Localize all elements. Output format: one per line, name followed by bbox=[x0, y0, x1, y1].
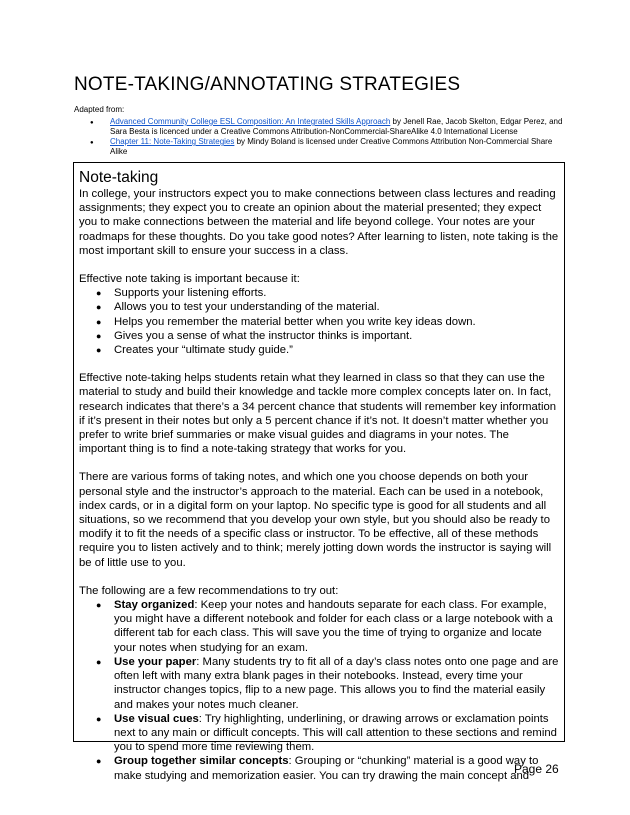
list-item: ● Supports your listening efforts. bbox=[114, 286, 559, 300]
intro-paragraph: In college, your instructors expect you to make connections between class lectures and reading assignments; they expect you to create an opinion about the material presented; they expect you to make connections between the material and life beyond college. Your notes are your roadmaps for these thoughts. Do you take good notes? After learning to listen, note taking is the most important skill to ensure your success in a class. bbox=[79, 188, 559, 257]
attribution-label: Adapted from: bbox=[74, 105, 125, 114]
description: : Try highlighting, underlining, or drawing arrows or exclamation points next to any main or difficult concepts. This will call attention to these sections and remind you to spend more time reviewing them. bbox=[114, 712, 557, 754]
list-item bbox=[114, 655, 559, 712]
source-link[interactable]: Advanced Community College ESL Composition: An Integrated Skills Approach bbox=[110, 117, 391, 126]
source-link[interactable]: Chapter 11: Note-Taking Strategies bbox=[110, 137, 235, 146]
because-lead: Effective note taking is important because it: bbox=[79, 273, 300, 286]
list-item: ● Creates your “ultimate study guide.” bbox=[114, 343, 559, 357]
description: : Many students try to fit all of a day’s class notes onto one page and are often left with many extra blank pages in their notebooks. Instead, every time your instructor changes topics, flip to a new page. This allows you to find the material easily and makes your notes much cleaner. bbox=[114, 655, 559, 711]
source-credit: by Mindy Boland is licensed under Creative Commons Attribution Non-Commercial Share Alike bbox=[110, 137, 553, 156]
description: : Keep your notes and handouts separate for each class. For example, you might have a different notebook and folder for each class or a large notebook with a different tab for each class. This will save you the time of trying to organize and locate your notes when studying for an exam. bbox=[114, 599, 553, 654]
paragraph: Effective note-taking helps students retain what they learned in class so that they can use the material to study and build their knowledge and tackle more complex concepts later on. In fact, research indicates that there’s a 34 percent chance that students will remember key information if it’s present in their notes but only a 5 percent chance if it’s not. It doesn’t matter whether you prefer to write brief summaries or make visual guides and diagrams in your notes. The important thing is to find a note-taking strategy that works for you. bbox=[79, 372, 557, 456]
list-item: ● Gives you a sense of what the instructor thinks is important. bbox=[114, 329, 559, 343]
because-list bbox=[79, 286, 559, 357]
source-item bbox=[110, 117, 564, 137]
list-item bbox=[114, 754, 559, 782]
recommendations-list bbox=[79, 598, 559, 783]
section-heading: Note-taking bbox=[79, 169, 159, 186]
attribution bbox=[74, 105, 564, 157]
term: Group together similar concepts bbox=[114, 755, 289, 768]
list-item bbox=[114, 598, 559, 655]
page-title: NOTE-TAKING/ANNOTATING STRATEGIES bbox=[74, 74, 461, 95]
description: : Grouping or “chunking” material is a good way to make studying and memorization easier. You can try drawing the main concept and bbox=[114, 755, 539, 782]
term: Stay organized bbox=[114, 599, 195, 612]
recommendations-lead: The following are a few recommendations to try out: bbox=[79, 584, 339, 597]
term: Use visual cues bbox=[114, 712, 199, 725]
list-item bbox=[114, 712, 559, 755]
source-credit: by Jenell Rae, Jacob Skelton, Edgar Perez, and Sara Besta is licenced under a Creative Commons Attribution-NonCommercial-ShareAlike 4.0 International License bbox=[110, 117, 563, 136]
source-list bbox=[74, 117, 564, 157]
paragraph: There are various forms of taking notes, and which one you choose depends on both your personal style and the instructor’s approach to the material. Each can be used in a notebook, index cards, or in a digital form on your laptop. No specific type is good for all students and all situations, so we recommend that you develop your own style, but you should also be ready to modify it to fit the needs of a specific class or instructor. To be effective, all of these methods require you to listen actively and to think; merely jotting down words the instructor is saying will be of little use to you. bbox=[79, 471, 552, 569]
source-item bbox=[110, 137, 564, 157]
page-number: Page 26 bbox=[514, 762, 559, 776]
list-item: ● Allows you to test your understanding of the material. bbox=[114, 300, 559, 314]
list-item: ● Helps you remember the material better when you write key ideas down. bbox=[114, 315, 559, 329]
term: Use your paper bbox=[114, 655, 197, 668]
